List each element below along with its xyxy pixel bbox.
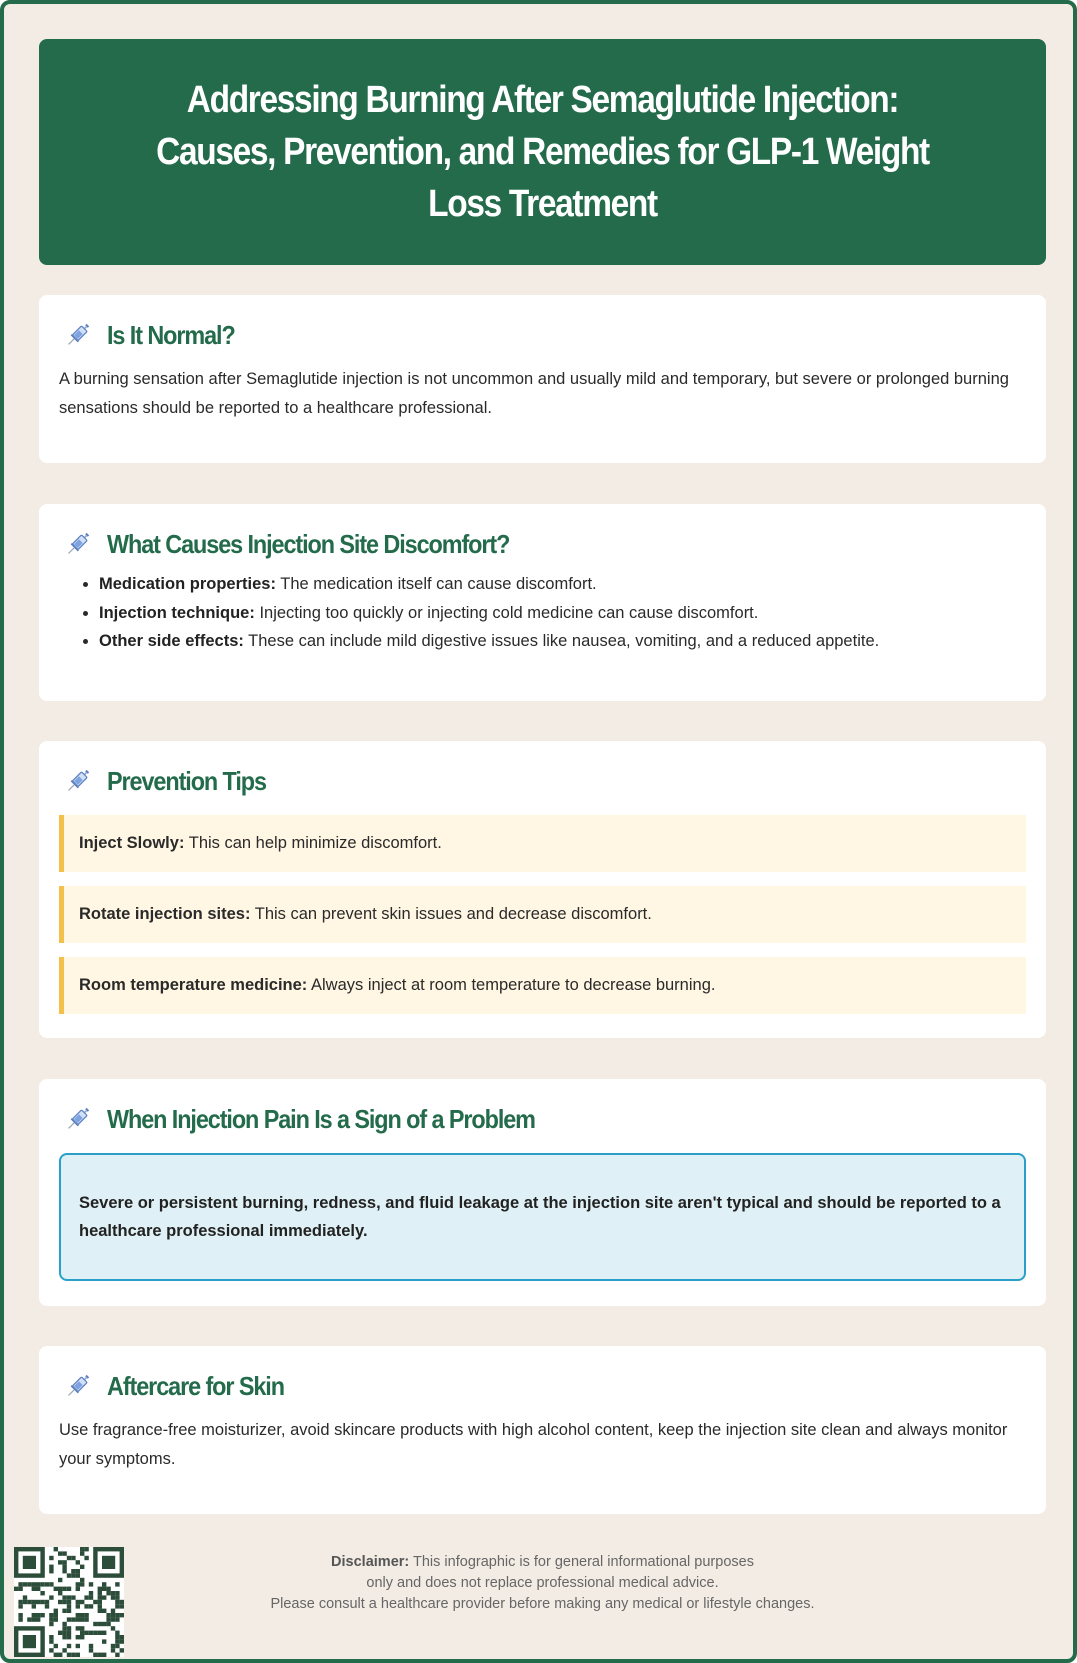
alert-box bbox=[59, 1153, 1026, 1281]
list-item-text: These can include mild digestive issues like nausea, vomiting, and a reduced appetite. bbox=[248, 632, 880, 650]
card-causes bbox=[39, 504, 1046, 701]
causes-list bbox=[59, 570, 1026, 656]
list-item-label: Other side effects: bbox=[99, 632, 244, 650]
section-text: A burning sensation after Semaglutide injection is not uncommon and usually mild and temporary, but severe or prolonged burning sensations should be reported to a healthcare professional. bbox=[59, 370, 1009, 417]
syringe-icon bbox=[63, 529, 93, 559]
disclaimer-label: Disclaimer: bbox=[331, 1554, 410, 1570]
card-is-it-normal bbox=[39, 295, 1046, 463]
syringe-icon bbox=[63, 766, 93, 796]
list-item-text: The medication itself can cause discomfort. bbox=[280, 575, 597, 593]
tip-text: Always inject at room temperature to decrease burning. bbox=[311, 976, 716, 994]
section-title: Prevention Tips bbox=[107, 765, 266, 796]
card-header bbox=[59, 1366, 1026, 1406]
card-problem bbox=[39, 1079, 1046, 1306]
section-title: Is It Normal? bbox=[107, 319, 235, 350]
list-item-label: Injection technique: bbox=[99, 603, 255, 622]
list-item-label: Medication properties: bbox=[99, 575, 276, 593]
section-text: Use fragrance-free moisturizer, avoid skincare products with high alcohol content, keep the injection site clean and always monitor your symptoms. bbox=[59, 1421, 1008, 1468]
section-title: Aftercare for Skin bbox=[107, 1370, 284, 1401]
list-item bbox=[99, 570, 1026, 599]
disclaimer-line: Please consult a healthcare provider before making any medical or lifestyle changes. bbox=[270, 1596, 815, 1612]
card-prevention bbox=[39, 741, 1046, 1038]
card-header bbox=[59, 315, 1026, 355]
tip-box bbox=[59, 886, 1026, 943]
syringe-icon bbox=[63, 1371, 93, 1401]
syringe-icon bbox=[63, 320, 93, 350]
syringe-icon bbox=[63, 1104, 93, 1134]
card-header bbox=[59, 524, 1026, 564]
disclaimer bbox=[204, 1552, 881, 1615]
disclaimer-line: This infographic is for general informational purposes bbox=[413, 1554, 754, 1570]
tip-box bbox=[59, 957, 1026, 1014]
page-title: Addressing Burning After Semaglutide Injection: Causes, Prevention, and Remedies for GLP-1 Weight Loss Treatment bbox=[156, 79, 929, 225]
footer bbox=[4, 1444, 1077, 1654]
tip-text: This can prevent skin issues and decrease discomfort. bbox=[254, 905, 652, 923]
alert-text: Severe or persistent burning, redness, and fluid leakage at the injection site aren't typical and should be reported to a healthcare professional immediately. bbox=[79, 1194, 1001, 1240]
list-item bbox=[99, 599, 1026, 628]
tip-box bbox=[59, 815, 1026, 872]
qr-code bbox=[14, 1547, 124, 1657]
list-item-text: Injecting too quickly or injecting cold medicine can cause discomfort. bbox=[259, 603, 759, 622]
disclaimer-line: only and does not replace professional medical advice. bbox=[366, 1575, 719, 1591]
tip-label: Room temperature medicine: bbox=[79, 976, 308, 994]
section-title: What Causes Injection Site Discomfort? bbox=[107, 528, 510, 559]
list-item bbox=[99, 627, 1026, 656]
tip-label: Rotate injection sites: bbox=[79, 905, 251, 923]
tip-text: This can help minimize discomfort. bbox=[188, 834, 442, 852]
card-header bbox=[59, 1099, 1026, 1139]
card-header bbox=[59, 761, 1026, 801]
tip-label: Inject Slowly: bbox=[79, 834, 185, 852]
section-title: When Injection Pain Is a Sign of a Problem bbox=[107, 1103, 535, 1134]
header-banner bbox=[39, 39, 1046, 265]
